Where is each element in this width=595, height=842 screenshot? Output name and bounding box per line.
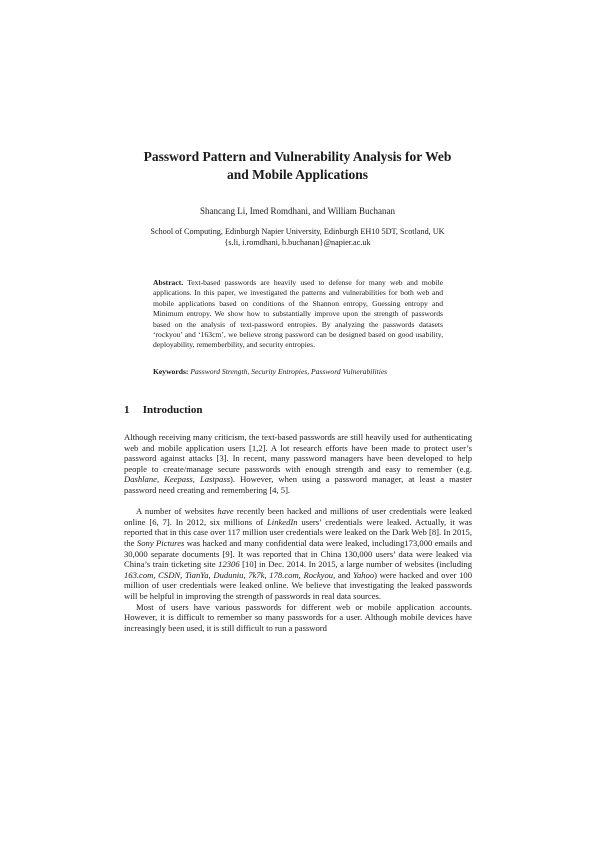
keywords-text: Password Strength, Security Entropies, Password Vulnerabilities xyxy=(190,367,388,376)
paragraph-3: Most of users have various passwords for different web or mobile application accounts. However, it is difficult to remember so many passwords for a user. Although mobile devices have increasingly been used, it is still difficult to run a password xyxy=(124,601,472,633)
affiliation-address: School of Computing, Edinburgh Napier University, Edinburgh EH10 5DT, Scotland, UK xyxy=(150,227,445,236)
p1-italic-keepass: Keepass xyxy=(164,474,193,485)
p1-italic-lastpass: Lastpass xyxy=(199,474,231,485)
paper-title xyxy=(120,148,475,184)
abstract xyxy=(153,278,443,351)
p2-italic-12306: 12306 xyxy=(218,559,240,570)
p2-italic-sony: Sony Pictures xyxy=(136,537,185,548)
p2-italic-have: have xyxy=(217,506,234,517)
abstract-label: Abstract. xyxy=(153,278,184,287)
p2-text-f: , and xyxy=(333,569,353,580)
affiliation-emails: {s.li, i.romdhani, b.buchanan}@napier.ac.uk xyxy=(224,238,371,247)
p1-text-d: ). However, when using a password manager, at least a master password need creating and remembering [4, 5]. xyxy=(124,474,473,495)
paragraph-1 xyxy=(124,432,472,496)
paragraph-2 xyxy=(124,506,472,601)
keywords xyxy=(153,367,443,377)
paper-title-line-1: Password Pattern and Vulnerability Analysis for Web xyxy=(143,149,452,164)
p2-text-b: recently been hacked and millions of user credentials were leaked online [6, 7]. In 2012, six millions of xyxy=(124,506,472,527)
section-title: Introduction xyxy=(142,404,203,416)
p2-text-c: users’ credentials were leaked. Actually, it was reported that in this case over 117 million user credentials were leaked on the Dark Web [8]. In 2015, the xyxy=(124,516,473,548)
p1-text-a: Although receiving many criticism, the text-based passwords are still heavily used for authenticating web and mobile application users [1,2]. A lot research efforts have been made to protect user’s password against attacks [3]. In recent, many password managers have been developed to help people to create/manage secure passwords with enough strength and easy to remember (e.g. xyxy=(124,432,472,474)
p2-text-d: was hacked and many confidential data were leaked, including173,000 emails and 30,000 separate documents [9]. It was reported that in China 130,000 users’ data were leaked via China’s train ticketing site xyxy=(124,537,472,570)
author-list: Shancang Li, Imed Romdhani, and William Buchanan xyxy=(200,206,395,216)
p2-text-a: A number of websites xyxy=(136,506,218,517)
paper-title-line-2: and Mobile Applications xyxy=(226,167,369,182)
p1-italic-dashlane: Dashlane xyxy=(124,474,157,485)
p1-text-c: , xyxy=(192,474,200,485)
section-number: 1 xyxy=(124,404,130,416)
body-text xyxy=(124,432,472,633)
p2-italic-sites: 163.com, CSDN, TianYa, Duduniu, 7k7k, 178.com, Rockyou xyxy=(124,569,334,580)
p2-italic-yahoo: Yahoo xyxy=(352,569,375,580)
p2-italic-linkedin: LinkedIn xyxy=(267,516,298,527)
keywords-label: Keywords: xyxy=(153,367,189,376)
section-heading xyxy=(124,403,202,417)
affiliation xyxy=(110,226,485,248)
abstract-text: Text-based passwords are heavily used to defense for many web and mobile applications. In this paper, we investigated the patterns and vulnerabilities for both web and mobile applications based on conditions of the Shannon entropy, Guessing entropy and Minimum entropy. We show how to substantially improve upon the strength of passwords based on the analysis of text-password entropies. By analyzing the passwords datasets ‘rockyou’ and ‘163cm’, we believe strong password can be designed based on good usability, deployability, rememberbility, and security entropies. xyxy=(153,278,444,350)
p2-text-g: ) were hacked and over 100 million of user credentials were leaked online. We believe that investigating the leaked passwords will be helpful in improving the strength of passwords in real data sources. xyxy=(124,569,473,601)
p1-text-b: , xyxy=(156,474,165,485)
p2-text-e: [10] in Dec. 2014. In 2015, a large number of websites (including xyxy=(239,559,472,570)
